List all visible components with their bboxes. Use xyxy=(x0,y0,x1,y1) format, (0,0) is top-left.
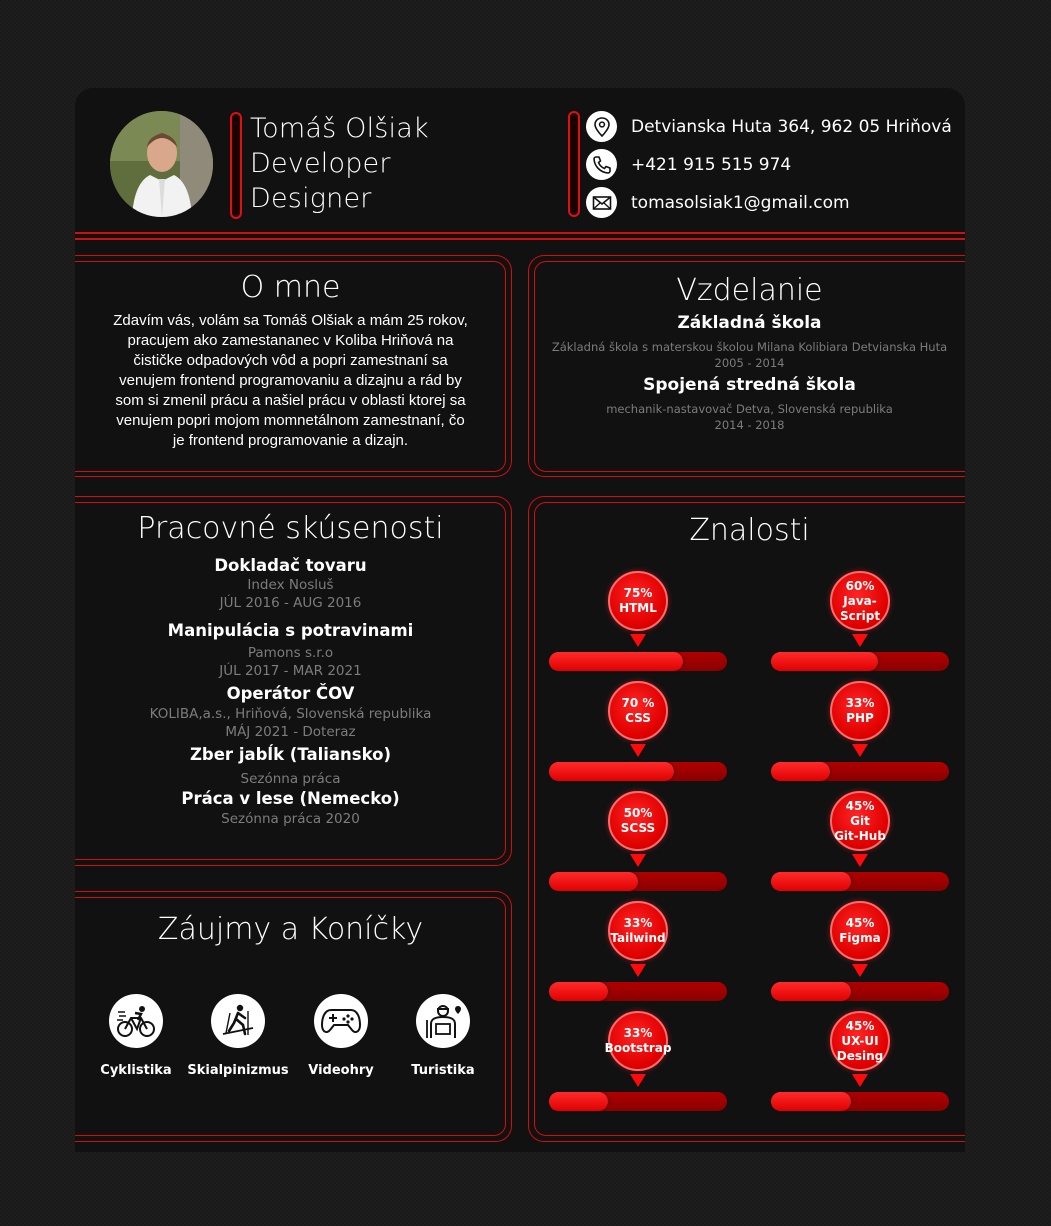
skill-name: CSS xyxy=(625,711,651,725)
pointer-triangle-icon xyxy=(630,744,646,757)
about-text xyxy=(75,311,506,451)
hobby-label: Skialpinizmus xyxy=(187,1063,289,1078)
avatar xyxy=(110,111,213,217)
location-pin-icon xyxy=(586,111,617,142)
skill-percent: 33% xyxy=(623,1026,653,1040)
skill-name: Bootstrap xyxy=(604,1041,672,1055)
skill-progress-track xyxy=(549,982,727,1001)
pointer-triangle-icon xyxy=(852,744,868,757)
pointer-triangle-icon xyxy=(852,1074,868,1087)
skill-name: Git xyxy=(850,813,870,828)
job-2-dates: JÚL 2017 - MAR 2021 xyxy=(219,663,362,679)
skill-progress-track xyxy=(771,982,949,1001)
skill-progress-fill xyxy=(771,982,851,1001)
skill-badge xyxy=(608,901,668,961)
skill-name: Figma xyxy=(839,931,881,945)
education-title: Vzdelanie xyxy=(676,273,823,308)
contact-phone xyxy=(586,149,791,180)
skill-percent: 50% xyxy=(623,806,653,820)
skill-percent: 45% xyxy=(845,798,875,813)
about-line: je frontend programovanie a dizajn. xyxy=(172,432,409,449)
hobby-label: Turistika xyxy=(411,1063,475,1078)
pointer-triangle-icon xyxy=(630,854,646,867)
pointer-triangle-icon xyxy=(630,1074,646,1087)
job-1-dates: JÚL 2016 - AUG 2016 xyxy=(219,595,362,611)
skill-item xyxy=(771,901,949,1013)
job-5-note: Sezónna práca 2020 xyxy=(221,811,360,827)
hiker-icon xyxy=(416,994,470,1048)
skier-icon xyxy=(211,994,265,1048)
skill-item xyxy=(549,1011,727,1123)
school-2-detail: mechanik-nastavovač Detva, Slovenská republika xyxy=(606,402,893,416)
skill-badge xyxy=(830,901,890,961)
about-line: čističke odpadových vôd a popri zamestnaní sa xyxy=(133,352,448,369)
skills-title: Znalosti xyxy=(689,513,810,548)
skill-name: Git-Hub xyxy=(834,828,886,843)
hobby-videogames xyxy=(286,994,396,1078)
full-name: Tomáš Olšiak xyxy=(250,113,429,144)
skill-item xyxy=(549,571,727,683)
skill-badge xyxy=(608,681,668,741)
skill-name: PHP xyxy=(846,711,874,725)
header-rule-1 xyxy=(75,232,965,234)
skill-progress-track xyxy=(771,762,949,781)
skill-item xyxy=(549,681,727,793)
skill-badge xyxy=(608,571,668,631)
skill-name: Script xyxy=(839,608,881,623)
school-1-detail: Základná škola s materskou školou Milana Kolibiara Detvianska Huta xyxy=(551,340,948,354)
role-designer: Designer xyxy=(250,183,372,214)
job-2-company: Pamons s.r.o xyxy=(247,645,334,661)
skill-badge xyxy=(604,1011,672,1071)
skill-progress-fill xyxy=(549,872,638,891)
contact-divider xyxy=(568,111,580,217)
header-divider xyxy=(230,112,242,219)
name-block xyxy=(250,111,429,216)
cyclist-icon xyxy=(109,994,163,1048)
skill-progress-fill xyxy=(771,872,851,891)
about-line: som si zmenil prácu a našiel prácu v oblasti ktorej sa xyxy=(115,392,466,409)
phone-text[interactable]: +421 915 515 974 xyxy=(631,154,792,175)
skill-badge xyxy=(608,791,668,851)
hobbies-title: Záujmy a Koníčky xyxy=(157,912,424,947)
contact-email xyxy=(586,187,850,218)
contact-address xyxy=(586,111,952,142)
skill-name: Desing xyxy=(836,1048,884,1063)
skill-name: Tailwind xyxy=(610,931,666,945)
skill-item xyxy=(771,791,949,903)
skill-percent: 33% xyxy=(623,916,653,930)
skill-badge xyxy=(830,1011,890,1071)
skill-progress-fill xyxy=(549,1092,608,1111)
address-text: Detvianska Huta 364, 962 05 Hriňová xyxy=(631,116,952,137)
skill-progress-fill xyxy=(771,762,830,781)
skill-progress-track xyxy=(771,872,949,891)
hobby-hiking xyxy=(388,994,498,1078)
skill-percent: 70 % xyxy=(621,696,655,710)
skill-percent: 45% xyxy=(845,1018,875,1033)
about-line: Zdavím vás, volám sa Tomáš Olšiak a mám 25 rokov, xyxy=(113,312,468,329)
job-3-title: Operátor ČOV xyxy=(226,684,355,703)
skill-name: UX-UI xyxy=(841,1033,879,1048)
skill-percent: 60% xyxy=(845,578,875,593)
skill-progress-track xyxy=(549,762,727,781)
skill-percent: 33% xyxy=(845,696,875,710)
skill-item xyxy=(549,791,727,903)
hobby-label: Videohry xyxy=(308,1063,374,1078)
about-line: pracujem ako zamestananec v Koliba Hriňová na xyxy=(127,332,454,349)
pointer-triangle-icon xyxy=(630,634,646,647)
pointer-triangle-icon xyxy=(852,854,868,867)
skill-badge xyxy=(830,791,890,851)
job-1-title: Dokladač tovaru xyxy=(214,556,367,575)
school-2-years: 2014 - 2018 xyxy=(714,418,785,432)
skill-progress-track xyxy=(549,1092,727,1111)
profile-photo xyxy=(110,111,213,217)
skill-progress-track xyxy=(549,872,727,891)
about-line: venujem popri mojom momnetálnom zamestnaní, čo xyxy=(116,412,465,429)
school-1-years: 2005 - 2014 xyxy=(714,356,785,370)
job-2-title: Manipulácia s potravinami xyxy=(167,621,414,640)
skill-progress-track xyxy=(549,652,727,671)
job-3-company: KOLIBA,a.s., Hriňová, Slovenská republika xyxy=(149,706,432,722)
about-line: venujem frontend programovaniu a dizajnu a rád by xyxy=(119,372,462,389)
skill-progress-fill xyxy=(771,1092,851,1111)
skill-badge xyxy=(830,681,890,741)
skill-item xyxy=(771,681,949,793)
hobby-cycling xyxy=(81,994,191,1078)
school-2-name: Spojená stredná škola xyxy=(643,375,856,395)
skill-item xyxy=(771,1011,949,1123)
gamepad-icon xyxy=(314,994,368,1048)
skill-badge xyxy=(830,571,890,631)
skill-progress-fill xyxy=(549,982,608,1001)
skill-progress-fill xyxy=(549,652,683,671)
skill-progress-fill xyxy=(549,762,674,781)
skill-percent: 75% xyxy=(623,586,653,600)
pointer-triangle-icon xyxy=(852,634,868,647)
job-4-note: Sezónna práca xyxy=(240,771,341,787)
about-title: O mne xyxy=(240,270,341,305)
role-developer: Developer xyxy=(250,148,391,179)
header-rule-2 xyxy=(75,238,965,240)
experience-title: Pracovné skúsenosti xyxy=(137,511,444,546)
skill-percent: 45% xyxy=(845,916,875,930)
skill-name: HTML xyxy=(619,601,657,615)
job-5-title: Práca v lese (Nemecko) xyxy=(181,789,400,808)
email-text[interactable]: tomasolsiak1@gmail.com xyxy=(631,192,850,213)
skill-progress-track xyxy=(771,1092,949,1111)
skill-item xyxy=(771,571,949,683)
job-3-dates: MÁJ 2021 - Doteraz xyxy=(225,724,356,740)
hobby-skialpinism xyxy=(183,994,293,1078)
skill-name: Java- xyxy=(843,593,877,608)
phone-icon xyxy=(586,149,617,180)
job-1-company: Index Nosluš xyxy=(247,577,334,593)
skill-name: SCSS xyxy=(620,821,656,835)
skill-item xyxy=(549,901,727,1013)
job-4-title: Zber jabĺk (Taliansko) xyxy=(189,745,392,764)
mail-icon xyxy=(586,187,617,218)
pointer-triangle-icon xyxy=(852,964,868,977)
pointer-triangle-icon xyxy=(630,964,646,977)
school-1-name: Základná škola xyxy=(677,313,822,333)
skill-progress-fill xyxy=(771,652,878,671)
hobby-label: Cyklistika xyxy=(100,1063,172,1078)
skill-progress-track xyxy=(771,652,949,671)
